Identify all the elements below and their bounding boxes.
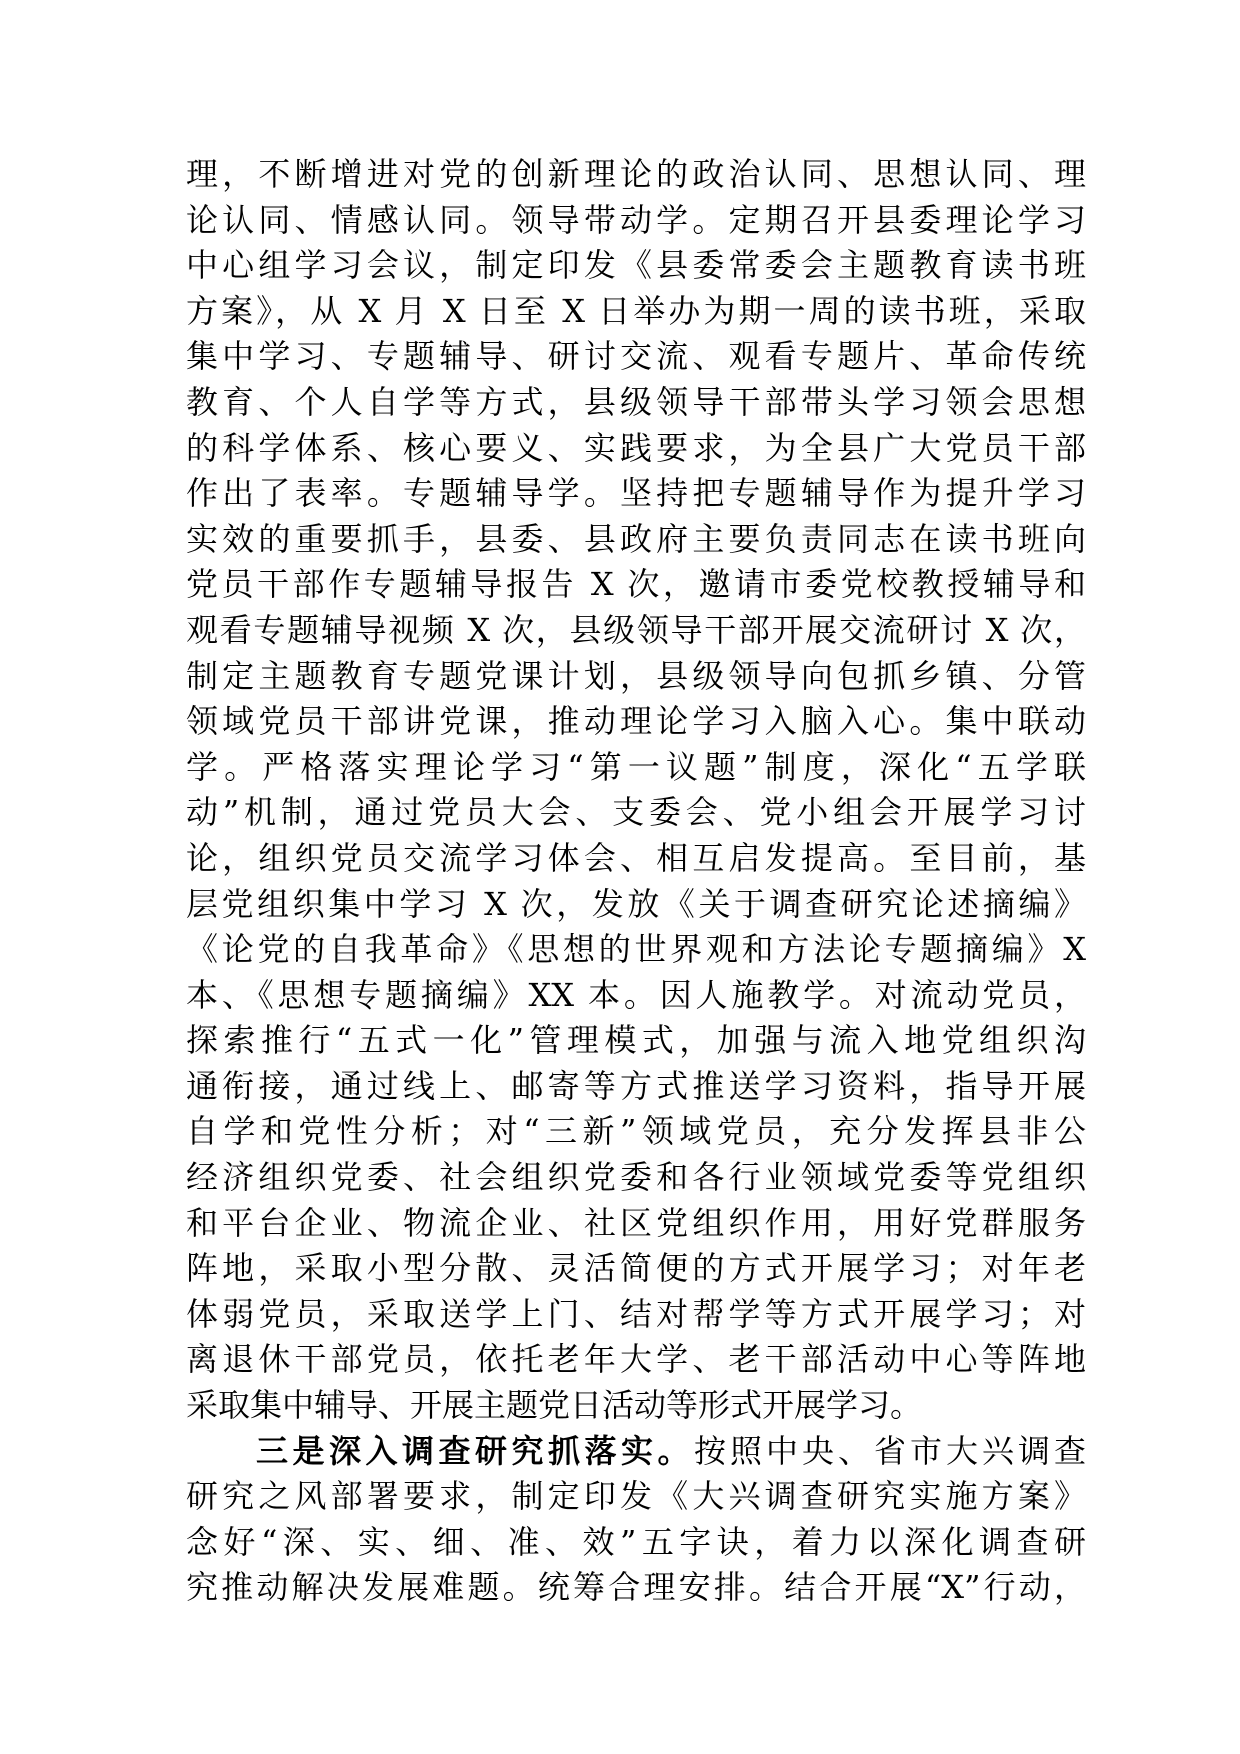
text-line: 动”机制，通过党员大会、支委会、党小组会开展学习讨 (186, 793, 1086, 832)
text-line: 的科学体系、核心要义、实践要求，为全县广大党员干部 (186, 428, 1086, 467)
text-line: 制定主题教育专题党课计划，县级领导向包抓乡镇、分管 (186, 656, 1086, 695)
text-line: 方案》，从 X 月 X 日至 X 日举办为期一周的读书班，采取 (186, 291, 1086, 330)
text-line: 论认同、情感认同。领导带动学。定期召开县委理论学习 (186, 200, 1086, 239)
section-3-heading: 三是深入调查研究抓落实。 (256, 1431, 694, 1470)
text-line: 层党组织集中学习 X 次，发放《关于调查研究论述摘编》 (186, 884, 1086, 923)
paragraph-end-line: 采取集中辅导、开展主题党日活动等形式开展学习。 (186, 1386, 923, 1425)
text-line: 领域党员干部讲党课，推动理论学习入脑入心。集中联动 (186, 702, 1086, 741)
text-line: 本、《思想专题摘编》XX 本。因人施教学。对流动党员， (186, 975, 1086, 1014)
section-3-first-line (186, 1429, 1086, 1475)
text-line: 自学和党性分析；对“三新”领域党员，充分发挥县非公 (186, 1112, 1086, 1151)
text-line: 论，组织党员交流学习体会、相互启发提高。至目前，基 (186, 838, 1086, 877)
text-line: 教育、个人自学等方式，县级领导干部带头学习领会思想 (186, 382, 1086, 421)
text-line: 体弱党员，采取送学上门、结对帮学等方式开展学习；对 (186, 1294, 1086, 1333)
section-3-line: 研究之风部署要求，制定印发《大兴调查研究实施方案》 (186, 1477, 1086, 1516)
text-line: 作出了表率。专题辅导学。坚持把专题辅导作为提升学习 (186, 474, 1086, 513)
text-line: 阵地，采取小型分散、灵活简便的方式开展学习；对年老 (186, 1249, 1086, 1288)
text-line: 探索推行“五式一化”管理模式，加强与流入地党组织沟 (186, 1021, 1086, 1060)
text-line: 观看专题辅导视频 X 次，县级领导干部开展交流研讨 X 次， (186, 610, 1086, 649)
text-line: 党员干部作专题辅导报告 X 次，邀请市委党校教授辅导和 (186, 565, 1086, 604)
section-3-line: 念好“深、实、细、准、效”五字诀，着力以深化调查研 (186, 1522, 1086, 1561)
text-line: 和平台企业、物流企业、社区党组织作用，用好党群服务 (186, 1203, 1086, 1242)
text-line: 集中学习、专题辅导、研讨交流、观看专题片、革命传统 (186, 337, 1086, 376)
section-3-line: 究推动解决发展难题。统筹合理安排。结合开展“X”行动， (186, 1568, 1086, 1607)
text-line: 学。严格落实理论学习“第一议题”制度，深化“五学联 (186, 747, 1086, 786)
text-line: 《论党的自我革命》《思想的世界观和方法论专题摘编》X (186, 930, 1086, 969)
text-line: 离退休干部党员，依托老年大学、老干部活动中心等阵地 (186, 1340, 1086, 1379)
text-line: 实效的重要抓手，县委、县政府主要负责同志在读书班向 (186, 519, 1086, 558)
body-text (186, 152, 1086, 1611)
text-line: 经济组织党委、社会组织党委和各行业领域党委等党组织 (186, 1158, 1086, 1197)
section-3-first-line-text: 按照中央、省市大兴调查 (693, 1431, 1086, 1470)
text-line: 理，不断增进对党的创新理论的政治认同、思想认同、理 (186, 155, 1086, 193)
text-line: 通衔接，通过线上、邮寄等方式推送学习资料，指导开展 (186, 1066, 1086, 1105)
text-line: 中心组学习会议，制定印发《县委常委会主题教育读书班 (186, 246, 1086, 285)
